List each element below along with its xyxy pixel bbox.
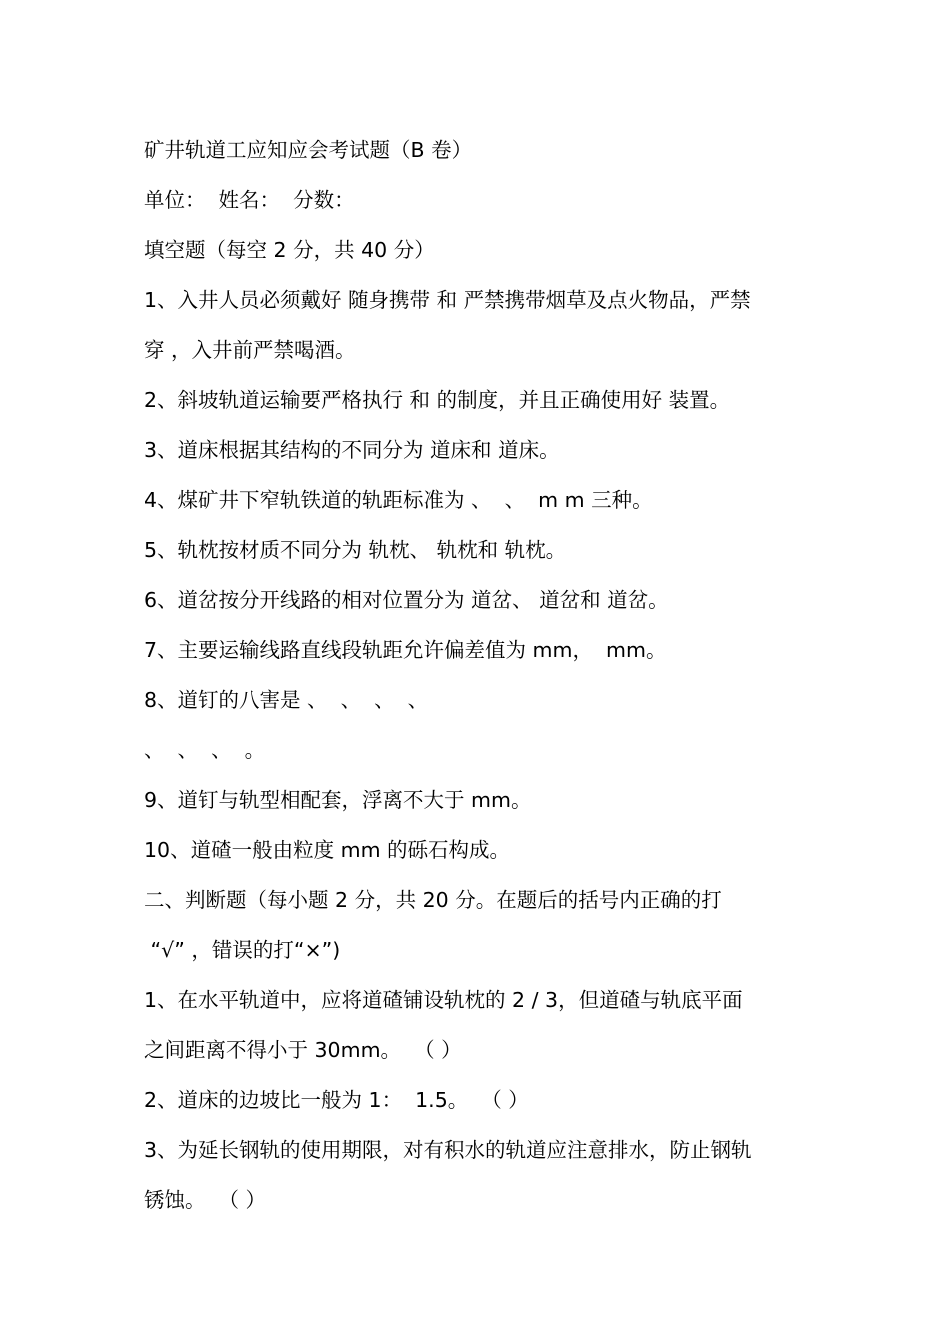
section-heading-true-false-line-2: “√” ，错误的打“×”) (144, 938, 341, 962)
question-1-line-2: 穿 ，入井前严禁喝酒。 (144, 338, 356, 362)
header-fields: 单位： 姓名： 分数： (144, 188, 355, 212)
true-false-3-line-2: 锈蚀。 （ ） (144, 1188, 267, 1212)
question-6: 6、道岔按分开线路的相对位置分为 道岔、 道岔和 道岔。 (144, 588, 669, 612)
question-5: 5、轨枕按材质不同分为 轨枕、 轨枕和 轨枕。 (144, 538, 567, 562)
section-heading-fill-blank: 填空题（每空 2 分，共 40 分） (144, 238, 435, 262)
document-body (144, 125, 812, 1225)
question-3: 3、道床根据其结构的不同分为 道床和 道床。 (144, 438, 560, 462)
question-10: 10、道碴一般由粒度 mm 的砾石构成。 (144, 838, 511, 862)
document-title: 矿井轨道工应知应会考试题（B 卷） (144, 138, 473, 162)
question-4: 4、煤矿井下窄轨铁道的轨距标准为 、 、 m m 三种。 (144, 488, 653, 512)
question-1-line-1: 1、入井人员必须戴好 随身携带 和 严禁携带烟草及点火物品，严禁 (144, 288, 751, 312)
true-false-1-line-1: 1、在水平轨道中，应将道碴铺设轨枕的 2 / 3，但道碴与轨底平面 (144, 988, 743, 1012)
question-7: 7、主要运输线路直线段轨距允许偏差值为 mm， mm。 (144, 638, 667, 662)
question-9: 9、道钉与轨型相配套，浮离不大于 mm。 (144, 788, 532, 812)
question-8-line-2: 、 、 、 。 (144, 738, 266, 762)
question-8-line-1: 8、道钉的八害是 、 、 、 、 (144, 688, 429, 712)
true-false-1-line-2: 之间距离不得小于 30mm。 （ ） (144, 1038, 462, 1062)
true-false-3-line-1: 3、为延长钢轨的使用期限，对有积水的轨道应注意排水，防止钢轨 (144, 1138, 752, 1162)
true-false-2: 2、道床的边坡比一般为 1： 1.5。 （ ） (144, 1088, 529, 1112)
question-2: 2、斜坡轨道运输要严格执行 和 的制度，并且正确使用好 装置。 (144, 388, 731, 412)
section-heading-true-false-line-1: 二、判断题（每小题 2 分，共 20 分。在题后的括号内正确的打 (144, 888, 722, 912)
